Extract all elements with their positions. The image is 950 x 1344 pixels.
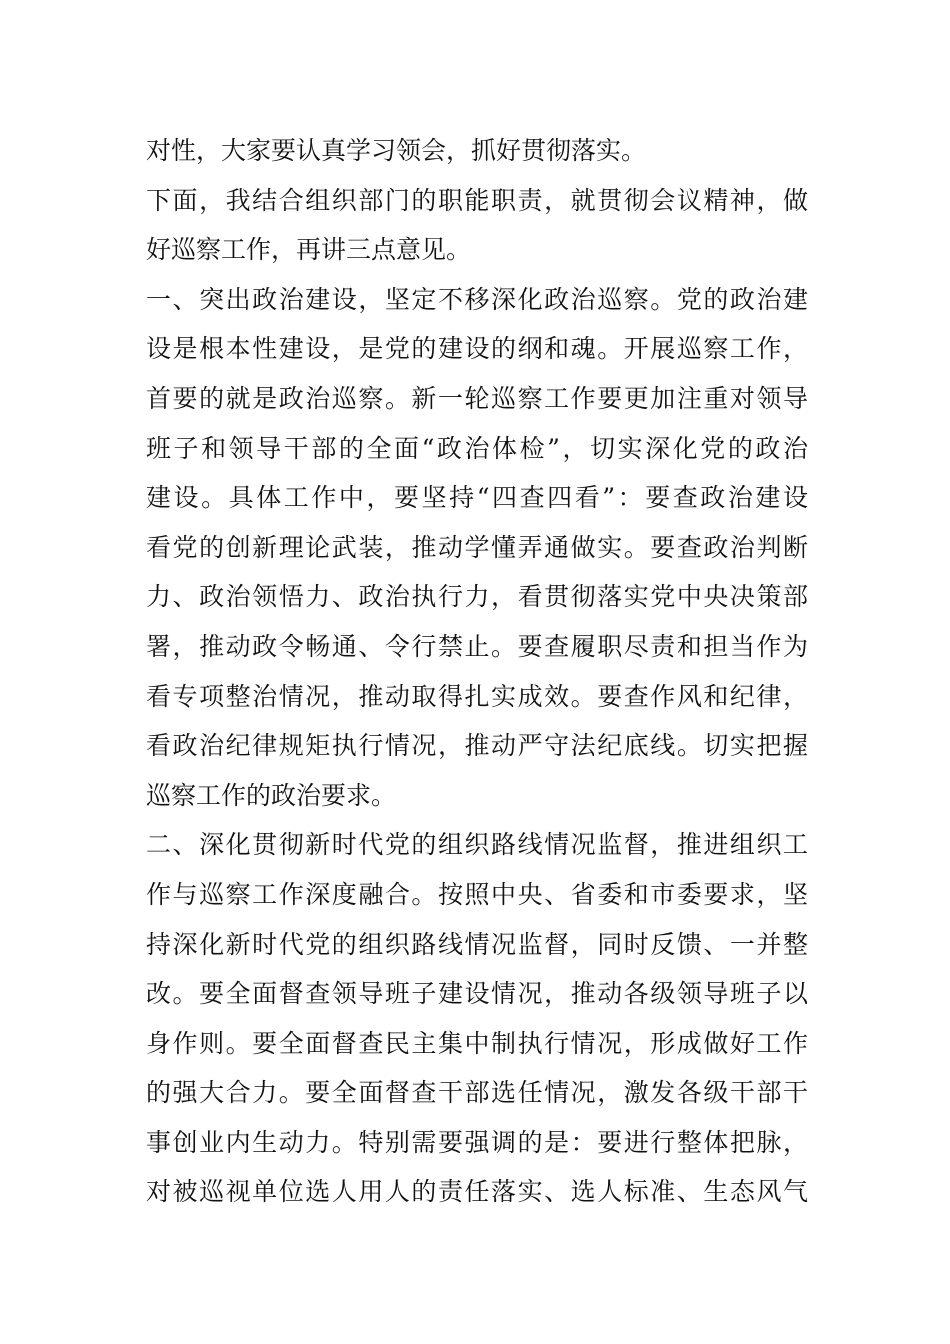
paragraph-point-two bbox=[146, 820, 808, 1217]
text-line: 好巡察工作，再讲三点意见。 bbox=[146, 235, 472, 265]
text-line: 看党的创新理论武装，推动学懂弄通做实。要查政治判断 bbox=[146, 532, 808, 562]
text-line: 署，推动政令畅通、令行禁止。要查履职尽责和担当作为 bbox=[146, 631, 808, 661]
paragraph-continuation bbox=[146, 126, 808, 176]
text-line: 看政治纪律规矩执行情况，推动严守法纪底线。切实把握 bbox=[146, 731, 808, 761]
text-line: 对被巡视单位选人用人的责任落实、选人标准、生态风气 bbox=[146, 1177, 808, 1207]
text-line: 力、政治领悟力、政治执行力，看贯彻落实党中央决策部 bbox=[146, 582, 808, 612]
text-line: 二、深化贯彻新时代党的组织路线情况监督，推进组织工 bbox=[146, 830, 808, 860]
text-line: 作与巡察工作深度融合。按照中央、省委和市委要求，坚 bbox=[146, 879, 808, 909]
text-line: 改。要全面督查领导班子建设情况，推动各级领导班子以 bbox=[146, 979, 808, 1009]
text-line: 下面，我结合组织部门的职能职责，就贯彻会议精神，做 bbox=[146, 185, 808, 215]
text-line: 对性，大家要认真学习领会，抓好贯彻落实。 bbox=[146, 136, 647, 165]
text-line: 一、突出政治建设，坚定不移深化政治巡察。党的政治建 bbox=[146, 284, 808, 314]
text-line: 事创业内生动力。特别需要强调的是：要进行整体把脉， bbox=[146, 1127, 808, 1157]
text-line: 班子和领导干部的全面“政治体检”，切实深化党的政治 bbox=[146, 433, 808, 463]
document-body bbox=[146, 126, 808, 1217]
text-line: 的强大合力。要全面督查干部选任情况，激发各级干部干 bbox=[146, 1078, 808, 1108]
paragraph-intro bbox=[146, 176, 808, 275]
text-line: 首要的就是政治巡察。新一轮巡察工作要更加注重对领导 bbox=[146, 383, 808, 413]
text-line: 看专项整治情况，推动取得扎实成效。要查作风和纪律， bbox=[146, 681, 808, 711]
text-line: 身作则。要全面督查民主集中制执行情况，形成做好工作 bbox=[146, 1028, 808, 1058]
text-line: 建设。具体工作中，要坚持“四查四看”：要查政治建设 bbox=[146, 483, 808, 513]
paragraph-point-one bbox=[146, 275, 808, 821]
text-line: 设是根本性建设，是党的建设的纲和魂。开展巡察工作， bbox=[146, 334, 808, 364]
text-line: 巡察工作的政治要求。 bbox=[146, 780, 397, 810]
text-line: 持深化新时代党的组织路线情况监督，同时反馈、一并整 bbox=[146, 929, 808, 959]
